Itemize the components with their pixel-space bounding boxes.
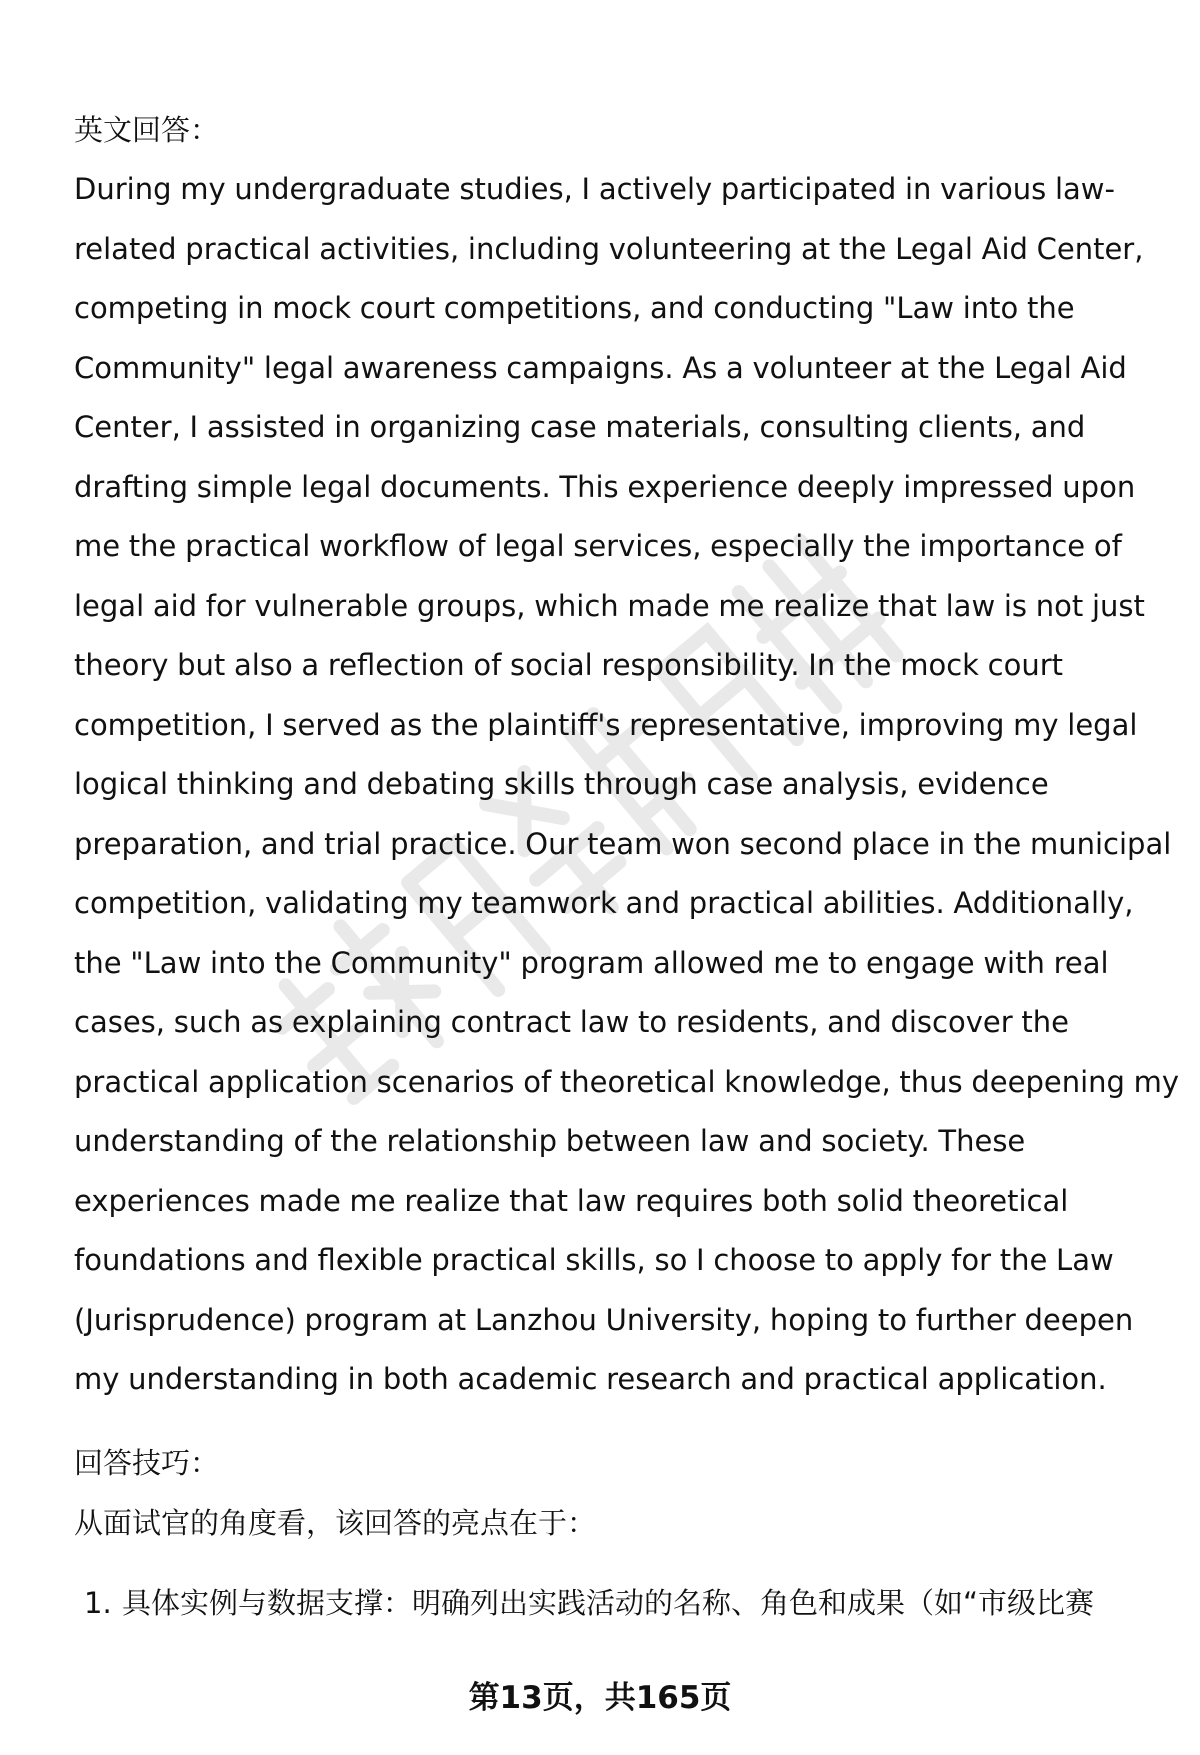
answer-line: Community" legal awareness campaigns. As a volunteer at the Legal Aid (74, 350, 1127, 385)
answer-line: competition, validating my teamwork and practical abilities. Additionally, (74, 886, 1134, 920)
tips-section (74, 1433, 1164, 1633)
list-item-number: 1. (84, 1585, 112, 1620)
answer-line: understanding of the relationship between law and society. These (74, 1124, 1026, 1158)
answer-line: legal aid for vulnerable groups, which made me realize that law is not just (74, 588, 1145, 623)
answer-paragraph (74, 160, 1180, 1410)
answer-line: competing in mock court competitions, and conducting "Law into the (74, 291, 1075, 325)
answer-line: foundations and flexible practical skills, so I choose to apply for the Law (74, 1243, 1114, 1277)
answer-line: preparation, and trial practice. Our team won second place in the municipal (74, 826, 1172, 861)
answer-line: competition, I served as the plaintiff's representative, improving my legal (74, 707, 1138, 742)
answer-line: During my undergraduate studies, I actively participated in various law- (74, 172, 1115, 206)
answer-heading: 英文回答： (74, 113, 220, 147)
document-content (74, 100, 1180, 1633)
tips-list (74, 1573, 1164, 1633)
tips-intro: 从面试官的角度看，该回答的亮点在于： (74, 1505, 597, 1540)
answer-line: my understanding in both academic research and practical application. (74, 1362, 1107, 1396)
answer-line: theory but also a reflection of social responsibility. In the mock court (74, 648, 1064, 682)
answer-line: the "Law into the Community" program allowed me to engage with real (74, 945, 1109, 980)
list-item (74, 1573, 1164, 1633)
tips-heading: 回答技巧： (74, 1445, 220, 1480)
answer-line: experiences made me realize that law requires both solid theoretical (74, 1183, 1069, 1218)
page-number-footer: 第13页，共165页 (468, 1680, 732, 1716)
answer-line: related practical activities, including volunteering at the Legal Aid Center, (74, 231, 1144, 266)
list-item-text: 具体实例与数据支撑：明确列出实践活动的名称、角色和成果（如“市级比赛 (122, 1585, 1095, 1620)
answer-line: (Jurisprudence) program at Lanzhou University, hoping to further deepen (74, 1302, 1134, 1337)
answer-line: logical thinking and debating skills through case analysis, evidence (74, 767, 1049, 801)
answer-line: me the practical workflow of legal services, especially the importance of (74, 529, 1122, 563)
answer-line: practical application scenarios of theoretical knowledge, thus deepening my (74, 1064, 1180, 1099)
answer-line: cases, such as explaining contract law to residents, and discover the (74, 1005, 1069, 1039)
answer-line: drafting simple legal documents. This experience deeply impressed upon (74, 469, 1136, 504)
answer-line: Center, I assisted in organizing case materials, consulting clients, and (74, 410, 1086, 444)
